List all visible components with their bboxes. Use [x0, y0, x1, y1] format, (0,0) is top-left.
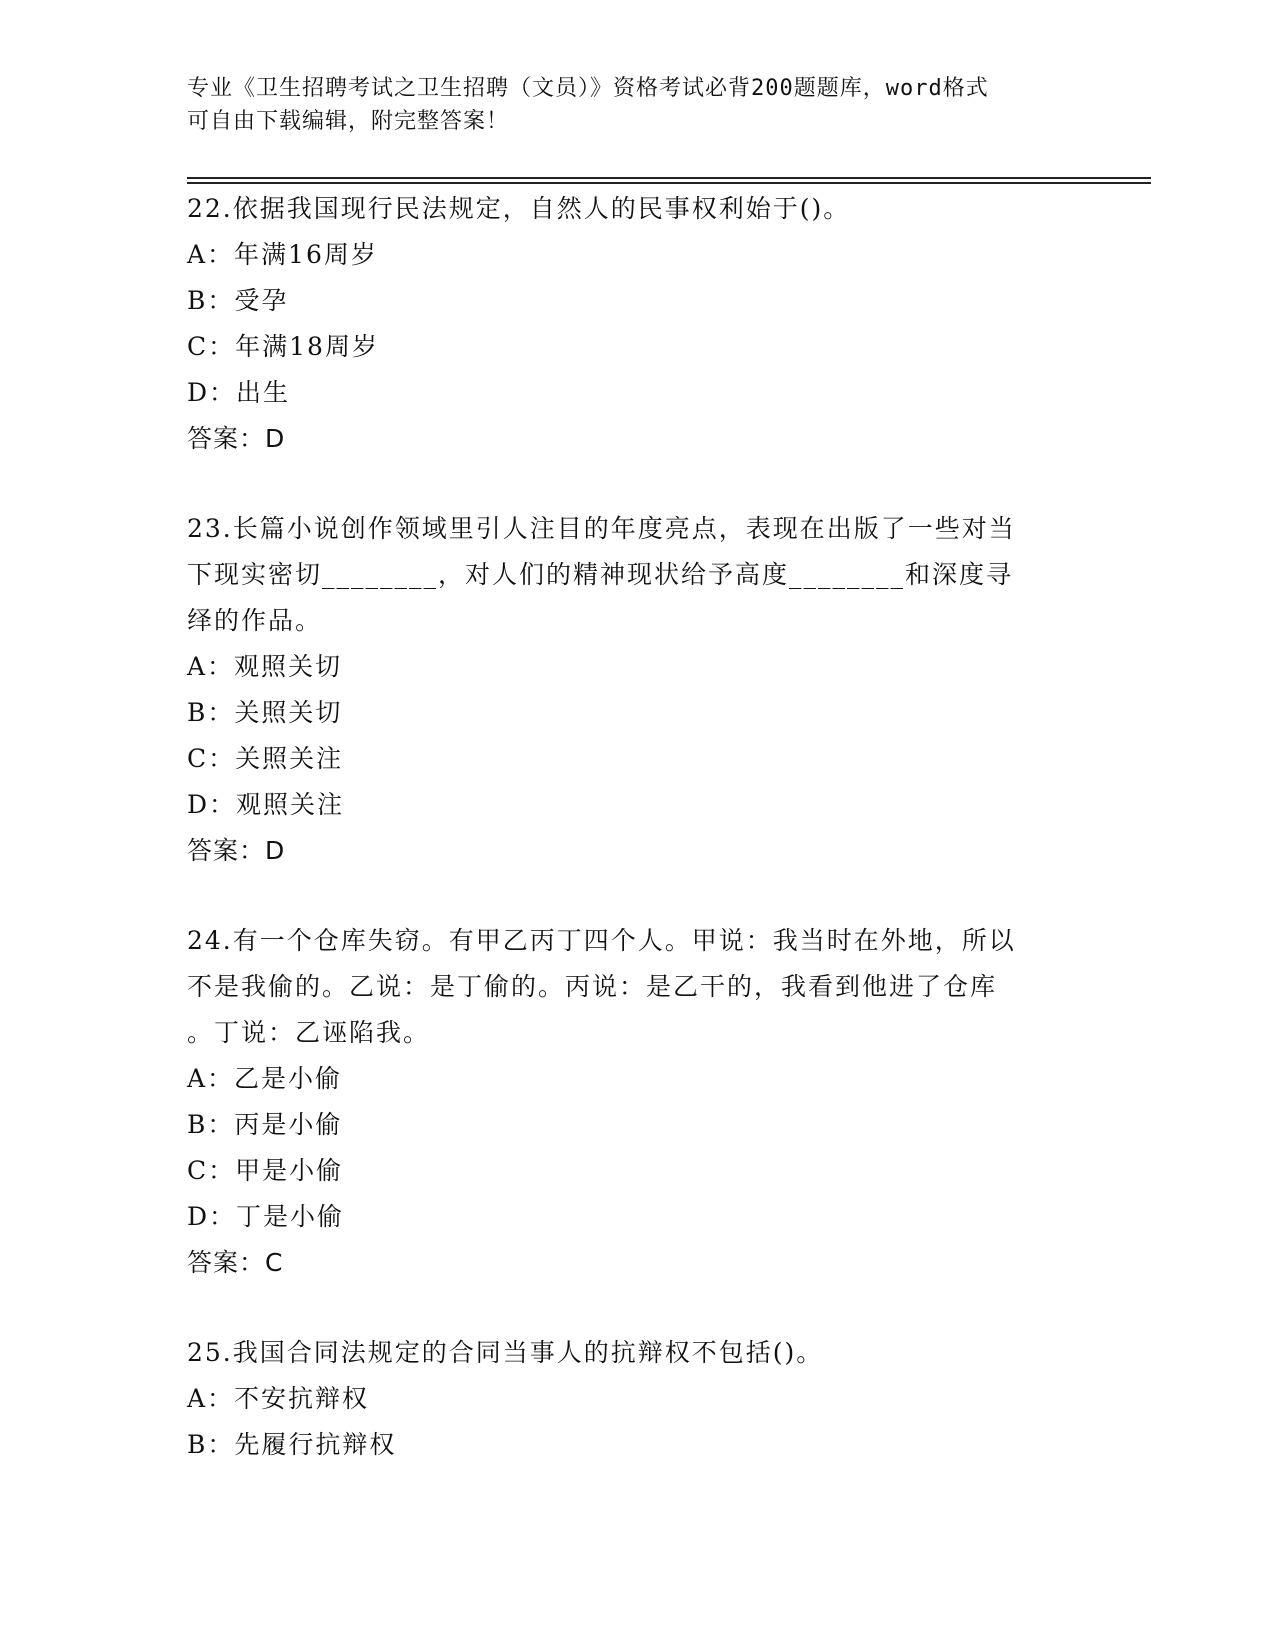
- option-d: D：出生: [187, 378, 291, 407]
- question-text: 25.我国合同法规定的合同当事人的抗辩权不包括()。: [187, 1338, 824, 1367]
- option-b: B：关照关切: [187, 698, 343, 727]
- answer-line: 答案：C: [187, 1248, 284, 1277]
- question-list: [187, 186, 1087, 1468]
- header-divider-top: [187, 177, 1151, 179]
- question-text: 下现实密切________，对人们的精神现状给予高度________和深度寻: [187, 560, 1014, 589]
- question-text: 22.依据我国现行民法规定，自然人的民事权利始于()。: [187, 194, 851, 223]
- spacer: [187, 462, 1087, 506]
- answer-line: 答案：D: [187, 424, 286, 453]
- question-text: 23.长篇小说创作领域里引人注目的年度亮点，表现在出版了一些对当: [187, 514, 1016, 543]
- option-a: A：不安抗辩权: [187, 1384, 370, 1413]
- question-24: [187, 918, 1087, 1286]
- option-c: C：甲是小偷: [187, 1156, 344, 1185]
- question-text: 24.有一个仓库失窃。有甲乙丙丁四个人。甲说：我当时在外地，所以: [187, 926, 1016, 955]
- spacer: [187, 1286, 1087, 1330]
- option-d: D：观照关注: [187, 790, 345, 819]
- header-line-2: 可自由下载编辑，附完整答案！: [187, 109, 510, 134]
- question-22: [187, 186, 1087, 462]
- spacer: [187, 874, 1087, 918]
- option-c: C：年满18周岁: [187, 332, 379, 361]
- option-b: B：先履行抗辩权: [187, 1430, 397, 1459]
- option-a: A：年满16周岁: [187, 240, 378, 269]
- question-text: 绎的作品。: [187, 606, 323, 635]
- option-b: B：丙是小偷: [187, 1110, 343, 1139]
- option-d: D：丁是小偷: [187, 1202, 345, 1231]
- header-line-1: 专业《卫生招聘考试之卫生招聘（文员）》资格考试必背200题题库，word格式: [187, 76, 989, 101]
- option-a: A：乙是小偷: [187, 1064, 343, 1093]
- document-header: [187, 72, 1067, 138]
- question-text: 不是我偷的。乙说：是丁偷的。丙说：是乙干的，我看到他进了仓库: [187, 972, 998, 1001]
- header-divider-bottom: [187, 182, 1151, 184]
- option-c: C：关照关注: [187, 744, 344, 773]
- option-b: B：受孕: [187, 286, 289, 315]
- answer-line: 答案：D: [187, 836, 286, 865]
- question-text: 。丁说：乙诬陷我。: [187, 1018, 431, 1047]
- option-a: A：观照关切: [187, 652, 343, 681]
- question-23: [187, 506, 1087, 874]
- question-25: [187, 1330, 1087, 1468]
